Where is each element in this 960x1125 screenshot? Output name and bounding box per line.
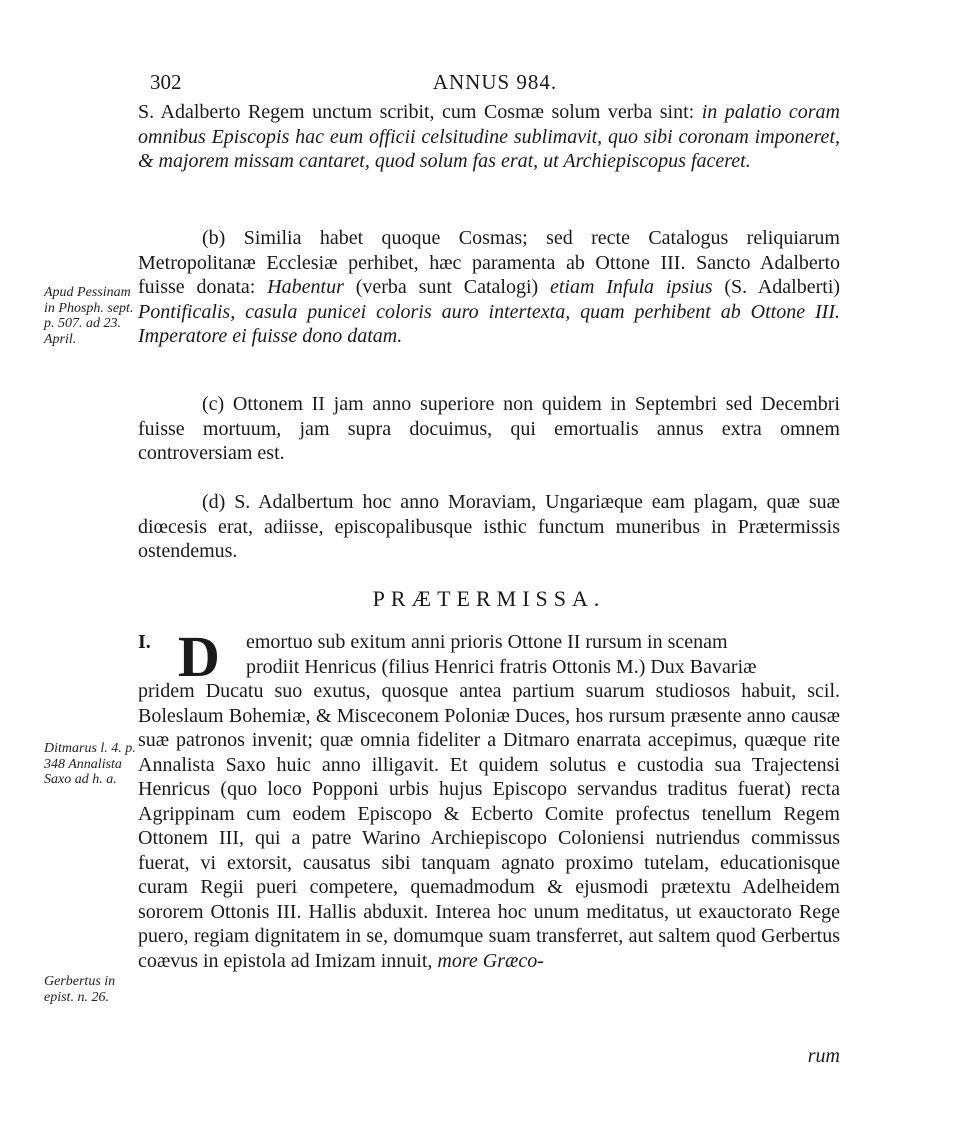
footnote-b-habentur: Habentur [267, 276, 344, 298]
footnote-b [138, 226, 840, 349]
footnote-a [138, 100, 840, 174]
footnote-b-text: (b) Similia habet quoque Cosmas; sed recte Catalogus reliquiarum Metropolitanæ Ecclesiæ perhibet, hæc paramenta ab Ottone III. Sancto Adalberto fuisse donata: [138, 227, 840, 298]
page-number: 302 [150, 70, 182, 94]
footnote-a-roman: S. Adalberto Regem unctum scribit, cum Cosmæ solum verba sint: [138, 101, 695, 123]
footnote-d [138, 490, 840, 564]
footnote-c-text: (c) Ottonem II jam anno superiore non quidem in Septembri sed Decembri fuisse mortuum, jam supra docuimus, qui emortualis annus extra omnem controversiam est. [138, 393, 840, 464]
section-heading: PRÆTERMISSA. [372, 586, 606, 611]
praetermissa-paragraph [138, 624, 840, 973]
paragraph-body: pridem Ducatu suo exutus, quosque antea partium suarum studiosos habuit, scil. Boleslaum Bohemiæ, & Misceconem Poloniæ Duces, hos rursum præsente anno causæ suæ patronos invenit; quæ omnia fideliter a Ditmaro enarrata accepimus, quæque rite Annalista Saxo huic anno illigavit. Et quidem solutus e custodia sua Trajectensi Henricus (quo loco Popponi urbis hujus Episcopo servandus traditus fuerat) recta Agrippinam cum eodem Episcopo & Ecberto Comite profectus tenellum Regem Ottonem III, qui a patre Warino Archiepiscopo Coloniensi nutriendus commissus fuerat, vi extorsit, causatus sibi tanquam agnato proximo tutelam, educationisque curam Regii pueri competere, quemadmodum & ejusmodi prætextu Adelheidem sororem Ottonis III. Hallis abduxit. Interea hoc unum meditatus, ut exauctorato Rege puero, regiam dignitatem in se, domumque suam transferret, aut saltem quod Gerbertus coævus in epistola ad Imizam innuit, [138, 680, 840, 972]
page-header [150, 70, 840, 100]
footnote-c [138, 392, 840, 466]
drop-cap: D [178, 624, 220, 689]
paragraph-line-2: prodiit Henricus (filius Henrici fratris Ottonis M.) Dux Bavariæ [246, 655, 757, 678]
footnote-b-quote1: etiam Infula ipsius [550, 276, 713, 298]
paragraph-italic-end: more Græco- [437, 949, 544, 972]
footnote-b-aside: (verba sunt Catalogi) [355, 276, 539, 298]
paragraph-number: I. [138, 631, 151, 653]
footnote-b-quote2: Pontificalis, casula punicei coloris auro intertexta, quam perhibent ab Ottone III. Imperatore ei fuisse dono datam. [138, 300, 840, 347]
footnote-a-quote: in palatio coram omnibus Episcopis hac eum officii celsitudine sublimavit, quo sibi coronam imponeret, & majorem missam cantaret, quod solum fas erat, ut Archiepiscopus faceret. [138, 101, 840, 172]
margin-note-ditmarus: Ditmarus l. 4. p. 348 Annalista Saxo ad h. a. [44, 741, 136, 787]
margin-note-gerbertus: Gerbertus in epist. n. 26. [44, 974, 116, 1005]
catchword: rum [807, 1045, 840, 1067]
margin-note-pessina: Apud Pessinam in Phosph. sept. p. 507. ad 23. April. [44, 285, 134, 347]
running-head: ANNUS 984. [432, 70, 558, 94]
paragraph-line-1: emortuo sub exitum anni prioris Ottone II rursum in scenam [246, 631, 728, 653]
footnote-b-aside2: (S. Adalberti) [724, 276, 841, 298]
footnote-d-text: (d) S. Adalbertum hoc anno Moraviam, Ungariæque eam plagam, quæ suæ diœcesis erat, adiisse, episcopalibusque isthic functum muneribus in Prætermissis ostendemus. [138, 491, 840, 562]
